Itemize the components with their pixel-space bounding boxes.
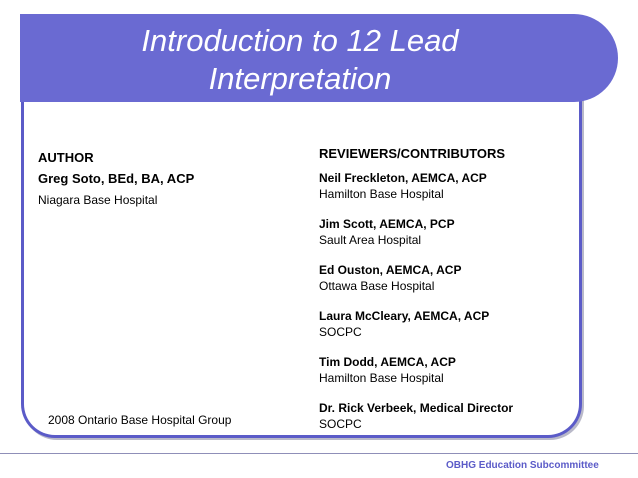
reviewer-affiliation: Sault Area Hospital	[319, 233, 422, 247]
reviewer-affiliation: SOCPC	[319, 417, 362, 431]
reviewer-item	[319, 308, 574, 354]
reviewer-name: Tim Dodd, AEMCA, ACP	[319, 355, 456, 369]
title-line-2: Interpretation	[208, 61, 392, 96]
title-line-1: Introduction to 12 Lead	[141, 23, 459, 58]
reviewer-name: Ed Ouston, AEMCA, ACP	[319, 263, 462, 277]
author-affiliation: Niagara Base Hospital	[38, 193, 158, 207]
author-heading: AUTHOR	[38, 150, 94, 165]
footer-divider	[0, 453, 638, 454]
reviewer-list	[319, 170, 574, 446]
reviewer-name: Dr. Rick Verbeek, Medical Director	[319, 401, 514, 415]
author-name: Greg Soto, BEd, BA, ACP	[38, 171, 195, 186]
reviewer-name: Laura McCleary, AEMCA, ACP	[319, 309, 490, 323]
reviewer-name: Neil Freckleton, AEMCA, ACP	[319, 171, 487, 185]
reviewer-affiliation: Ottawa Base Hospital	[319, 279, 435, 293]
reviewer-item	[319, 170, 574, 216]
reviewer-item	[319, 400, 574, 446]
reviewers-heading: REVIEWERS/CONTRIBUTORS	[319, 146, 506, 161]
reviewer-item	[319, 262, 574, 308]
reviewer-affiliation: SOCPC	[319, 325, 362, 339]
reviewer-item	[319, 216, 574, 262]
copyright-text: 2008 Ontario Base Hospital Group	[48, 413, 232, 427]
slide-title	[20, 22, 580, 98]
reviewer-affiliation: Hamilton Base Hospital	[319, 371, 444, 385]
reviewer-affiliation: Hamilton Base Hospital	[319, 187, 444, 201]
reviewer-name: Jim Scott, AEMCA, PCP	[319, 217, 455, 231]
footer-text: OBHG Education Subcommittee	[446, 460, 599, 471]
reviewer-item	[319, 354, 574, 400]
